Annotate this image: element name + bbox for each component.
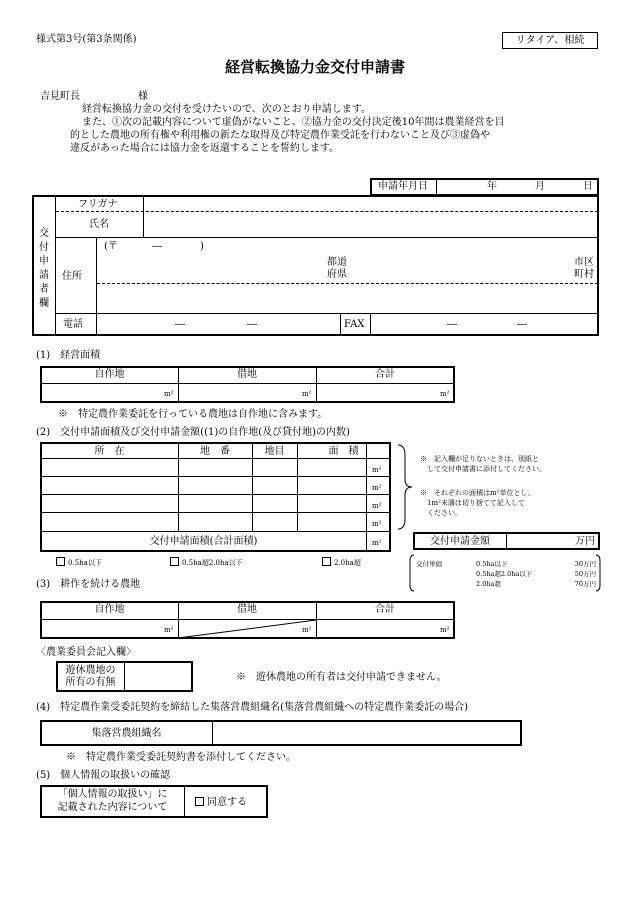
section3-col-own: 自作地 <box>94 604 125 615</box>
postal-dash: ― <box>152 241 162 252</box>
committee-note: ※ 遊休農地の所有者は交付申請できません。 <box>236 672 447 683</box>
phone-field[interactable] <box>100 316 336 333</box>
section1-col-lease: 借地 <box>237 369 257 380</box>
section5-heading: (5) 個人情報の取扱いの確認 <box>36 770 171 781</box>
unit-m2: m² <box>164 626 174 634</box>
phone-label: 電話 <box>63 319 83 330</box>
privacy-label-1: 「個人情報の取扱い」に <box>57 789 168 800</box>
unit-m2: m² <box>372 539 382 547</box>
street-address-field[interactable] <box>100 286 596 310</box>
tier-range: 0.5ha超2.0ha以下 <box>476 570 533 578</box>
furigana-field[interactable] <box>145 198 597 210</box>
month-label: 月 <box>535 181 545 192</box>
intro-line-2: また、①次の記載内容について虚偽がないこと、②協力金の交付決定後10年間は農業経営を目 <box>82 117 505 128</box>
fax-dash-1: ― <box>447 319 457 330</box>
city-field[interactable] <box>352 256 570 282</box>
section3-own-area-field[interactable] <box>43 621 158 637</box>
city-label-2: 町村 <box>574 269 594 280</box>
unit-m2: m² <box>372 484 382 492</box>
prefecture-label-2: 府県 <box>327 269 347 280</box>
date-label: 申請年月日 <box>378 181 428 192</box>
amount-unit: 万円 <box>575 536 595 547</box>
section1-col-total: 合計 <box>375 369 395 380</box>
section2-col-lot: 地 番 <box>200 446 230 457</box>
intro-line-3: 的とした農地の所有権や利用権の新たな取得及び特定農作業受託を行わないこと及び③虚偽や <box>70 130 490 141</box>
application-amount-field[interactable] <box>509 534 573 548</box>
name-label: 氏名 <box>89 219 109 230</box>
section3-total-area-field[interactable] <box>319 621 434 637</box>
organization-name-label: 集落営農組織名 <box>91 728 162 739</box>
day-label: 日 <box>583 181 593 192</box>
unit-m2: m² <box>302 390 312 398</box>
prefecture-field[interactable] <box>100 256 322 282</box>
section1-col-own: 自作地 <box>94 369 125 380</box>
checkbox-icon[interactable] <box>322 557 331 566</box>
section1-lease-area-field[interactable] <box>181 385 296 401</box>
city-label-1: 市区 <box>574 257 594 268</box>
intro-line-4: 違反があった場合には協力金を返還することを誓約します。 <box>70 143 340 154</box>
addressee: 吉見町長 <box>40 91 80 102</box>
section4-heading: (4) 特定農作業受委託契約を締結した集落営農組織名(集落営農組織への特定農作業委託の場合) <box>36 702 468 713</box>
section2-col-location: 所 在 <box>94 446 125 457</box>
page-title: 経営転換協力金交付申請書 <box>224 58 405 76</box>
committee-heading: 〈農業委員会記入欄〉 <box>36 647 136 658</box>
organization-name-field[interactable] <box>215 722 520 744</box>
section3-heading: (3) 耕作を続ける農地 <box>36 579 141 590</box>
section3-col-lease: 借地 <box>237 604 257 615</box>
section1-note: ※ 特定農作業委託を行っている農地は自作地に含みます。 <box>58 409 328 420</box>
intro-line-1: 経営転換協力金の交付を受けたいので、次のとおり申請します。 <box>82 104 371 115</box>
unit-m2: m² <box>372 520 382 528</box>
idle-farmland-label-1: 遊休農地の <box>65 665 116 676</box>
tier-amount: 70万円 <box>574 580 596 588</box>
section2-total-label: 交付申請面積(合計面積) <box>149 536 258 547</box>
postal-close: ) <box>200 241 204 252</box>
section2-note2-line1: ※ それぞれの面積はm²単位とし、 <box>420 489 535 497</box>
unit-m2: m² <box>372 466 382 474</box>
checkbox-icon[interactable] <box>170 557 179 566</box>
tier-range: 2.0ha超 <box>476 580 501 588</box>
section2-col-area: 面 積 <box>328 446 359 457</box>
applicant-side-label: 交 付 申 請 者 欄 <box>39 228 49 309</box>
section2-note2-line3: ください。 <box>427 509 462 517</box>
phone-dash-2: ― <box>247 319 257 330</box>
tier-range: 0.5ha以下 <box>476 560 508 568</box>
area-option-1[interactable]: 0.5ha以下 <box>56 557 102 567</box>
idle-farmland-field[interactable] <box>127 663 191 690</box>
privacy-agree-option[interactable]: 同意する <box>195 797 247 808</box>
idle-farmland-label-2: 所有の有無 <box>65 677 116 688</box>
section2-note1-line1: ※ 記入欄が足りないときは、別紙と <box>420 455 539 463</box>
area-option-3[interactable]: 2.0ha超 <box>322 557 361 567</box>
privacy-label-2: 記載された内容について <box>57 802 168 813</box>
fax-label: FAX <box>344 319 365 330</box>
checkbox-icon[interactable] <box>195 797 204 806</box>
form-number: 様式第3号(第3条関係) <box>36 34 137 45</box>
diagonal-strike <box>178 619 316 639</box>
section1-heading: (1) 経営面積 <box>36 350 101 361</box>
section4-note: ※ 特定農作業受委託契約書を添付してください。 <box>66 752 296 763</box>
area-option-2[interactable]: 0.5ha超2.0ha以下 <box>170 557 243 567</box>
brace-icon <box>396 443 416 531</box>
amount-label: 交付申請金額 <box>430 536 490 547</box>
year-label: 年 <box>487 181 497 192</box>
section2-note2-line2: 1m²未満は切り捨てて記入して <box>427 499 525 507</box>
fax-field[interactable] <box>374 316 596 333</box>
prefecture-label-1: 都道 <box>327 257 347 268</box>
phone-dash-1: ― <box>175 319 185 330</box>
fax-dash-2: ― <box>517 319 527 330</box>
tier-amount: 50万円 <box>574 570 596 578</box>
section1-total-area-field[interactable] <box>319 385 434 401</box>
addressee-honorific: 様 <box>138 91 148 102</box>
section2-col-type: 地目 <box>264 446 285 457</box>
form-type-badge: リタイア、相続 <box>502 32 598 49</box>
section2-heading: (2) 交付申請面積及び交付申請金額((1)の自作地(及び貸付地)の内数) <box>36 427 350 438</box>
unit-m2: m² <box>440 390 450 398</box>
section1-own-area-field[interactable] <box>43 385 158 401</box>
unit-m2: m² <box>302 626 312 634</box>
unit-m2: m² <box>164 390 174 398</box>
section2-parcel-rows[interactable] <box>42 460 388 530</box>
address-label: 住所 <box>62 271 82 282</box>
unit-price-label: 交付単価 <box>416 560 442 568</box>
postal-code-field[interactable] <box>110 240 198 252</box>
name-field[interactable] <box>145 213 597 236</box>
unit-m2: m² <box>372 502 382 510</box>
unit-m2: m² <box>440 626 450 634</box>
tier-amount: 30万円 <box>574 560 596 568</box>
furigana-label: フリガナ <box>78 199 118 210</box>
checkbox-icon[interactable] <box>56 557 65 566</box>
postal-open: (〒 <box>104 241 118 252</box>
section3-col-total: 合計 <box>375 604 395 615</box>
section2-note1-line2: して交付申請書に添付してください。 <box>427 465 546 473</box>
